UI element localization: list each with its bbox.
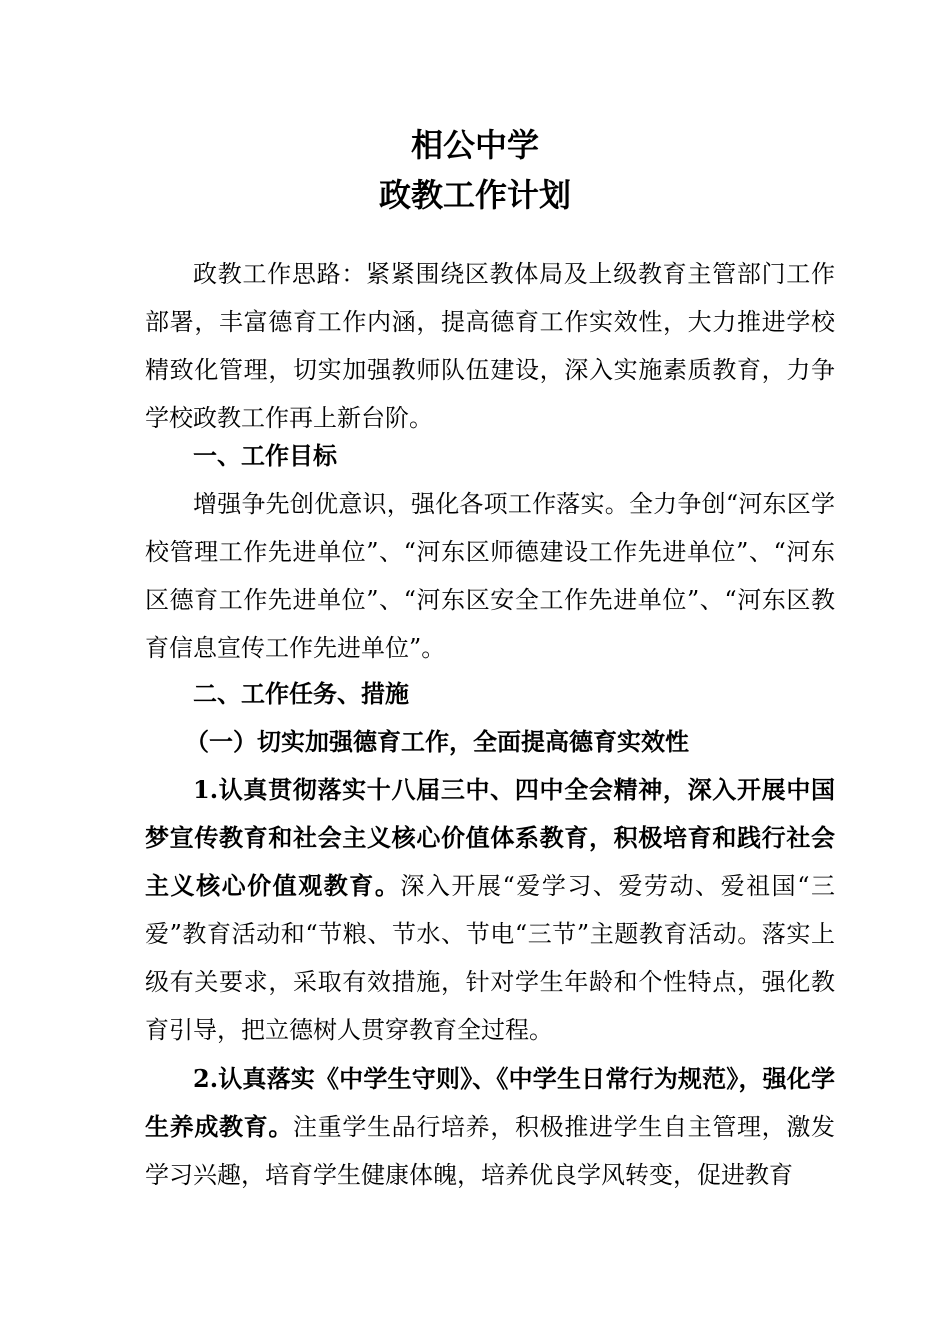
item-1-lead: 1.认真贯彻落实十八届三中、四中全会精神，深入开展中国梦宣传教育和社会主义核心价值体系教育，积极培育和践行社会主义核心价值观教育。 [145,775,835,900]
section-heading-tasks: 二、工作任务、措施 [193,680,409,708]
section-heading-goals: 一、工作目标 [193,442,337,470]
goals-paragraph: 增强争先创优意识，强化各项工作落实。全力争创“河东区学校管理工作先进单位”、“河东区师德建设工作先进单位”、“河东区德育工作先进单位”、“河东区安全工作先进单位”、“河东区教育信息宣传工作先进单位”。 [145,490,835,662]
intro-paragraph: 政教工作思路：紧紧围绕区教体局及上级教育主管部门工作部署，丰富德育工作内涵，提高德育工作实效性，大力推进学校精致化管理，切实加强教师队伍建设，深入实施素质教育，力争学校政教工作再上新台阶。 [145,260,835,432]
item-2-body: 注重学生品行培养，积极推进学生自主管理，激发学习兴趣，培育学生健康体魄，培养优良学风转变，促进教育 [145,1113,835,1189]
item-1-paragraph [145,766,835,1054]
document-title: 政教工作计划 [378,176,571,214]
subsection-heading-moral-education: （一）切实加强德育工作，全面提高德育实效性 [185,728,689,756]
item-2-lead: 2.认真落实《中学生守则》、《中学生日常行为规范》，强化学生养成教育。 [145,1064,835,1141]
school-name-title: 相公中学 [410,126,539,164]
item-1-body: 深入开展“爱学习、爱劳动、爱祖国“三爱”教育活动和“节粮、节水、节电“三节”主题教育活动。落实上级有关要求，采取有效措施，针对学生年龄和个性特点，强化教育引导，把立德树人贯穿教育全过程。 [145,872,835,1044]
item-2-paragraph [145,1055,835,1199]
